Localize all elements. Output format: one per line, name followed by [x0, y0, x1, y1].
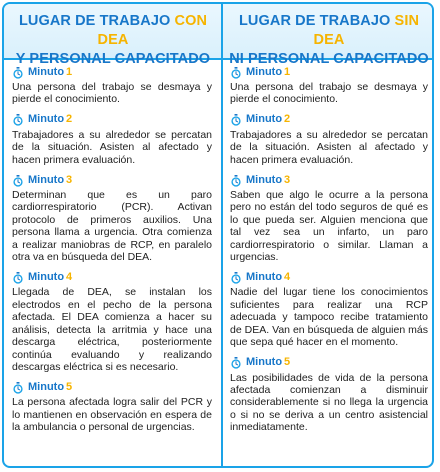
- left-title-line2: Y PERSONAL CAPACITADO: [15, 51, 211, 67]
- stopwatch-icon: [230, 113, 242, 125]
- step-heading: [230, 355, 428, 370]
- step-number: 5: [284, 356, 291, 368]
- step-label: Minuto: [28, 270, 65, 283]
- left-step-4: [12, 269, 212, 373]
- stopwatch-icon: [12, 113, 24, 125]
- right-step-5: [230, 355, 428, 434]
- step-description: Llegada de DEA, se instalan los electrodos en el pecho de la persona afectada. El DEA comienza a hacer su análisis, detecta la arritmia y hace una descarga eléctrica, posteriormente continúa evaluando y realizando descargas eléctrica si es necesario.: [12, 286, 212, 373]
- right-step-1: [230, 64, 428, 106]
- step-heading: [12, 172, 212, 187]
- column-divider: [221, 4, 223, 466]
- step-description: Una persona del trabajo se desmaya y pierde el conocimiento.: [230, 81, 428, 106]
- step-number: 3: [66, 173, 73, 186]
- stopwatch-icon: [12, 174, 24, 186]
- step-label: Minuto: [246, 270, 283, 283]
- step-number: 4: [284, 270, 291, 283]
- right-title-line2: NI PERSONAL CAPACITADO: [229, 51, 429, 67]
- comparison-infographic: [2, 2, 434, 468]
- step-description: Nadie del lugar tiene los conocimientos suficientes para realizar una RCP adecuada y tampoco recibe tratamiento de DEA. Van en búsqueda de alguien más que sepa qué hacer en el momento.: [230, 286, 428, 349]
- step-label: Minuto: [28, 65, 65, 78]
- step-label: Minuto: [246, 113, 283, 126]
- step-label: Minuto: [28, 113, 65, 126]
- left-title-text: LUGAR DE TRABAJO: [18, 13, 175, 29]
- step-label: Minuto: [246, 65, 283, 78]
- step-description: Las posibilidades de vida de la persona afectada comienzan a disminuir considerablemente si no llega la urgencia o si no se deriva a un centro asistencial inmediatamente.: [230, 371, 428, 434]
- stopwatch-icon: [12, 66, 24, 78]
- right-title-accent: SIN DEA: [313, 13, 420, 48]
- step-description: Trabajadores a su alrededor se percatan de la situación. Asisten al afectado y hacen primera evaluación.: [12, 128, 212, 166]
- step-description: Determinan que es un paro cardiorrespiratorio (PCR). Activan protocolo de primeros auxilios. Una persona llama a urgencia. Otra comienza a realizar maniobras de RCP, en paralelo otra va en búsqueda del DEA.: [12, 189, 212, 264]
- step-label: Minuto: [246, 173, 283, 186]
- step-number: 2: [284, 113, 291, 126]
- right-step-3: [230, 172, 428, 263]
- step-number: 2: [66, 113, 73, 126]
- step-heading: [12, 112, 212, 127]
- step-heading: [230, 269, 428, 284]
- left-step-2: [12, 112, 212, 166]
- right-step-2: [230, 112, 428, 166]
- step-number: 5: [66, 380, 73, 393]
- right-column-title: [226, 12, 432, 67]
- right-column: [230, 64, 428, 440]
- stopwatch-icon: [230, 356, 242, 368]
- stopwatch-icon: [230, 66, 242, 78]
- stopwatch-icon: [230, 271, 242, 283]
- step-number: 3: [284, 173, 291, 186]
- left-column-title: [8, 12, 218, 67]
- step-heading: [230, 64, 428, 79]
- left-title-accent: CON DEA: [97, 13, 208, 48]
- step-number: 4: [66, 270, 73, 283]
- step-label: Minuto: [28, 380, 65, 393]
- stopwatch-icon: [230, 174, 242, 186]
- step-heading: [12, 64, 212, 79]
- left-step-1: [12, 64, 212, 106]
- stopwatch-icon: [12, 381, 24, 393]
- right-title-text: LUGAR DE TRABAJO: [238, 13, 395, 29]
- step-label: Minuto: [246, 356, 283, 368]
- step-description: Saben que algo le ocurre a la persona pero no están del todo seguros de qué es lo que pueda ser. Alguien menciona que tal vez sea un infarto, un paro cardiorrespiratorio o similar. Llaman a urgencias.: [230, 189, 428, 264]
- left-step-5: [12, 379, 212, 433]
- right-step-4: [230, 269, 428, 348]
- step-heading: [230, 112, 428, 127]
- step-description: Una persona del trabajo se desmaya y pierde el conocimiento.: [12, 81, 212, 106]
- step-heading: [12, 269, 212, 284]
- step-number: 1: [66, 65, 73, 78]
- step-heading: [230, 172, 428, 187]
- left-step-3: [12, 172, 212, 263]
- step-description: Trabajadores a su alrededor se percatan de la situación. Asisten al afectado y hacen primera evaluación.: [230, 128, 428, 166]
- step-heading: [12, 379, 212, 394]
- step-label: Minuto: [28, 173, 65, 186]
- step-description: La persona afectada logra salir del PCR y lo mantienen en observación en espera de la ambulancia o personal de urgencias.: [12, 396, 212, 434]
- stopwatch-icon: [12, 271, 24, 283]
- step-number: 1: [284, 65, 291, 78]
- left-column: [12, 64, 212, 440]
